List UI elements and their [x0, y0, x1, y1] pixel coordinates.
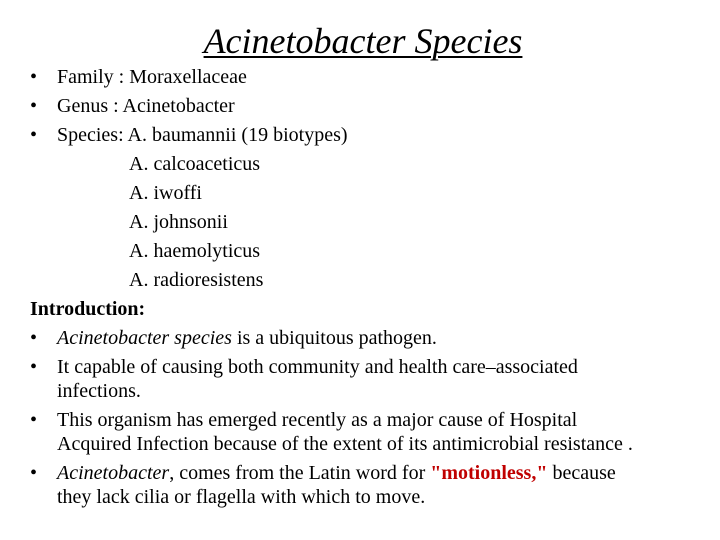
species-line: Species: A. baumannii (19 biotypes) — [57, 124, 348, 146]
highlighted-word: "motionless," — [430, 462, 548, 484]
genus-line: Genus : Acinetobacter — [57, 95, 235, 117]
intro-bullet-1 — [57, 326, 437, 350]
emphasis-text: Acinetobacter — [57, 462, 170, 484]
slide-title: Acinetobacter Species — [203, 21, 523, 61]
intro-heading: Introduction: — [30, 298, 146, 320]
intro-bullet-3-line-1: This organism has emerged recently as a major cause of Hospital — [57, 409, 578, 431]
bullet-marker: • — [30, 124, 38, 146]
species-item: A. radioresistens — [129, 269, 264, 291]
bullet-marker: • — [30, 462, 38, 484]
intro-bullet-2-line-2: infections. — [57, 380, 141, 402]
species-item: A. iwoffi — [129, 182, 202, 204]
intro-bullet-2-line-1: It capable of causing both community and health care–associated — [57, 356, 578, 378]
bullet-marker: • — [30, 356, 38, 378]
bullet-marker: • — [30, 409, 38, 431]
family-line: Family : Moraxellaceae — [57, 66, 247, 88]
species-item: A. calcoaceticus — [129, 153, 261, 175]
bullet-marker: • — [30, 327, 38, 349]
bullet-marker: • — [30, 95, 38, 117]
body-text: is a ubiquitous pathogen. — [231, 327, 437, 349]
intro-bullet-4-line-1 — [57, 461, 616, 485]
bullet-marker: • — [30, 66, 38, 88]
species-item: A. johnsonii — [129, 211, 228, 233]
emphasis-text: Acinetobacter species — [57, 327, 232, 349]
intro-bullet-4-line-2: they lack cilia or flagella with which to move. — [57, 486, 426, 508]
body-text: , comes from the Latin word for — [169, 462, 431, 484]
intro-bullet-3-line-2: Acquired Infection because of the extent of its antimicrobial resistance . — [57, 433, 633, 455]
body-text: because — [547, 462, 616, 484]
species-item: A. haemolyticus — [129, 240, 261, 262]
